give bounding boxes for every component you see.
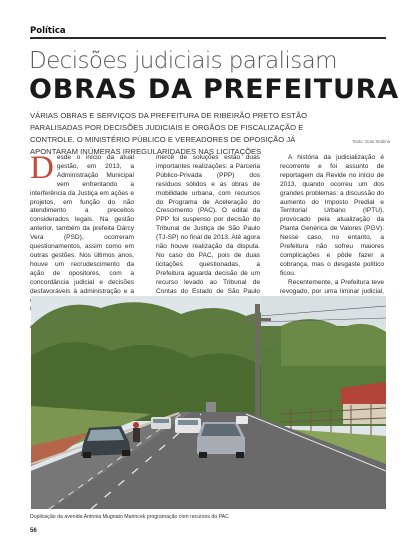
photo-caption: Duplicação da avenida Antonia Mugnato Marincek programação com recursos do PAC xyxy=(30,514,229,520)
article-kicker: Decisões judiciais paralisam xyxy=(29,48,337,74)
article-photo xyxy=(31,296,386,509)
photo-credit: Texto: Guto Stralina xyxy=(352,139,390,144)
section-label: Política xyxy=(30,26,66,36)
paragraph: Recentemente, a Prefeitura teve revogado, por uma liminar judicial, xyxy=(280,278,384,295)
page-number: 56 xyxy=(30,528,37,534)
paragraph: esde o início da atual gestão, em 2013, a Administração Municipal vem enfrentando a interferência da Justiça em ações e projetos, em função do não atendimento a preceitos considerados legais. Na gestão anterior, também da prefeita Dárcy Vera (PSD), ocorreram questionamentos, assim como em outras gestões. Nos últimos anos, houve um recrudescimento da ação de opositores, com a concordância judicial e decisões desfavoráveis à administração e a xyxy=(30,154,134,295)
drop-cap: D xyxy=(30,150,54,186)
article-lead: VÁRIAS OBRAS E SERVIÇOS DA PREFEITURA DE RIBEIRÃO PRETO ESTÃO PARALISADAS POR DECISÕES JUDICIAIS E ÓRGÃOS DE FISCALIZAÇÃO E CONTROLE. O MINISTÉRIO PÚBLICO E VEREADORES DE OPOSIÇÃO JÁ APONTARAM INÚMERAS IRREGULARIDADES NAS LICITAÇÕES xyxy=(30,111,308,156)
article-headline: OBRAS DA PREFEITURA xyxy=(29,74,399,105)
section-header xyxy=(30,21,386,39)
paragraph: mercê de soluções estão duas importantes realizações: a Parceria Público-Privada (PPP) dos resíduos sólidos e as obras de mobilidade urbana, com recursos do Programa de Aceleração do Crescimento (PAC). O edital da PPP foi suspenso por decisão do Tribunal de Justiça de São Paulo (TJ-SP) no final de 2013. Até agora não houve realização da disputa. No caso do PAC, pois de duas licitações questionadas, a Prefeitura aguarda decisão de um recurso levado ao Tribunal de Contas do Estado de São Paulo xyxy=(156,154,260,295)
paragraph: A história da judicialização é recorrente e foi assunto de reportagem da Revide no início de 2013, quando ocorreu um dos grandes problemas: a discussão do aumento do Imposto Predial e Territorial Urbano (IPTU), provocado pela atualização da Planta Genérica de Valores (PGV). Nesse caso, no entanto, a Prefeitura não sofreu maiores complicações e pôde fazer a cobrança, mas o desgaste político ficou. xyxy=(280,154,384,277)
road-scene-illustration xyxy=(31,296,386,509)
